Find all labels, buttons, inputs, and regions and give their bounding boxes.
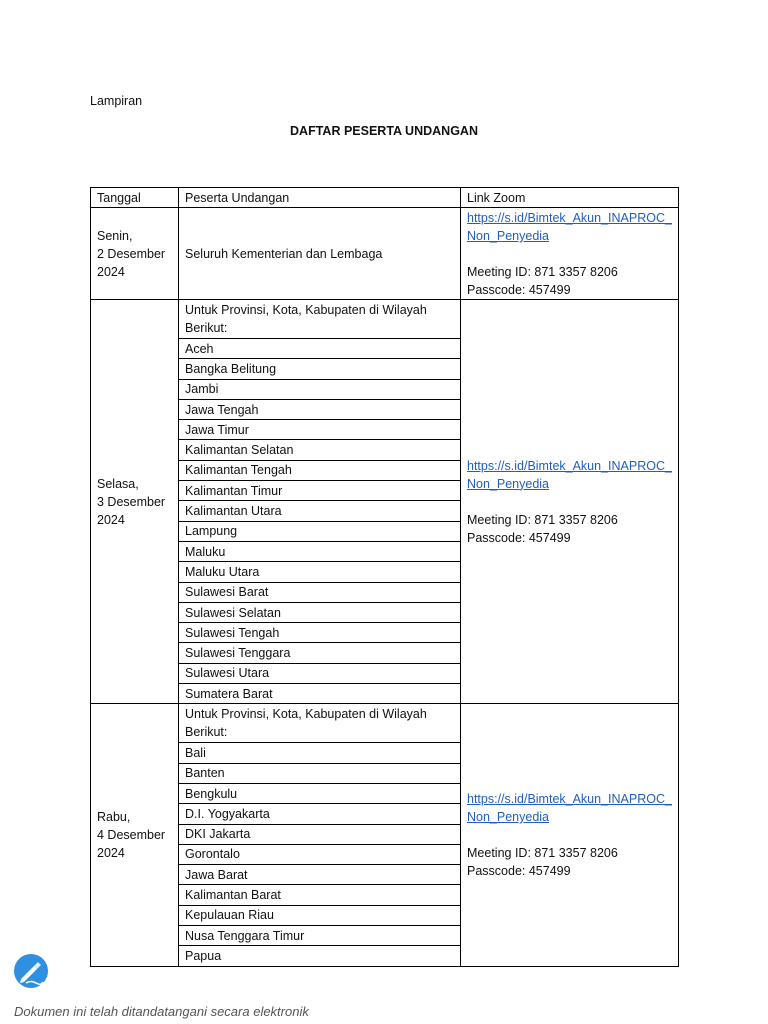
table-row bbox=[91, 208, 679, 300]
date-month: 2 Desember bbox=[97, 246, 166, 261]
zoom-link[interactable]: https://s.id/Bimtek_Akun_INAPROC_Non_Penyedia bbox=[467, 791, 672, 824]
list-item: Jawa Timur bbox=[179, 420, 460, 440]
list-item: Maluku bbox=[179, 541, 460, 561]
date-cell bbox=[91, 300, 179, 704]
date-year: 2024 bbox=[97, 264, 125, 279]
list-item: Kepulauan Riau bbox=[179, 905, 460, 925]
date-month: 3 Desember bbox=[97, 494, 166, 509]
date-day: Rabu, bbox=[97, 809, 131, 824]
peserta-cell: Seluruh Kementerian dan Lembaga bbox=[179, 208, 461, 300]
zoom-link[interactable]: https://s.id/Bimtek_Akun_INAPROC_Non_Penyedia bbox=[467, 458, 672, 491]
list-item: Sulawesi Barat bbox=[179, 582, 460, 602]
date-cell bbox=[91, 208, 179, 300]
list-intro: Untuk Provinsi, Kota, Kabupaten di Wilayah Berikut: bbox=[179, 300, 460, 339]
meeting-id: Meeting ID: 871 3357 8206 bbox=[467, 265, 618, 279]
date-day: Selasa, bbox=[97, 476, 139, 491]
peserta-cell bbox=[179, 300, 461, 704]
list-item: Kalimantan Barat bbox=[179, 885, 460, 905]
list-item: Sulawesi Selatan bbox=[179, 602, 460, 622]
header-link-zoom: Link Zoom bbox=[461, 188, 679, 208]
date-year: 2024 bbox=[97, 512, 125, 527]
zoom-link[interactable]: https://s.id/Bimtek_Akun_INAPROC_Non_Penyedia bbox=[467, 211, 672, 243]
list-item: DKI Jakarta bbox=[179, 824, 460, 844]
zoom-cell bbox=[461, 704, 679, 966]
list-item: Gorontalo bbox=[179, 844, 460, 864]
list-item: Jambi bbox=[179, 379, 460, 399]
list-item: Kalimantan Selatan bbox=[179, 440, 460, 460]
passcode: Passcode: 457499 bbox=[467, 863, 571, 878]
list-item: Papua bbox=[185, 948, 222, 963]
table-row bbox=[91, 300, 679, 704]
meeting-id: Meeting ID: 871 3357 8206 bbox=[467, 845, 618, 860]
list-item: Banten bbox=[179, 763, 460, 783]
document-title: DAFTAR PESERTA UNDANGAN bbox=[290, 124, 478, 138]
peserta-cell bbox=[179, 704, 461, 966]
list-item: Lampung bbox=[179, 521, 460, 541]
list-item: Sumatera Barat bbox=[185, 686, 273, 701]
participants-table bbox=[90, 187, 679, 967]
list-item: Aceh bbox=[179, 339, 460, 359]
list-item: Kalimantan Utara bbox=[179, 501, 460, 521]
table-header-row bbox=[91, 188, 679, 208]
list-item: Sulawesi Tenggara bbox=[179, 643, 460, 663]
list-item: Maluku Utara bbox=[179, 562, 460, 582]
list-item: D.I. Yogyakarta bbox=[179, 804, 460, 824]
passcode: Passcode: 457499 bbox=[467, 530, 571, 545]
signature-notice: Dokumen ini telah ditandatangani secara elektronik bbox=[14, 1004, 309, 1019]
list-item: Sulawesi Utara bbox=[179, 663, 460, 683]
zoom-cell bbox=[461, 208, 679, 300]
meeting-id: Meeting ID: 871 3357 8206 bbox=[467, 512, 618, 527]
list-item: Bali bbox=[179, 743, 460, 763]
zoom-cell bbox=[461, 300, 679, 704]
date-cell bbox=[91, 704, 179, 966]
list-item: Nusa Tenggara Timur bbox=[179, 926, 460, 946]
lampiran-label: Lampiran bbox=[90, 94, 143, 108]
list-item: Kalimantan Tengah bbox=[179, 460, 460, 480]
list-intro: Untuk Provinsi, Kota, Kabupaten di Wilayah Berikut: bbox=[179, 704, 460, 743]
pen-signature-icon bbox=[12, 952, 50, 990]
passcode: Passcode: 457499 bbox=[467, 283, 571, 297]
date-day: Senin, bbox=[97, 228, 133, 243]
region-list bbox=[179, 300, 460, 703]
list-item: Sulawesi Tengah bbox=[179, 623, 460, 643]
date-month: 4 Desember bbox=[97, 827, 166, 842]
list-item: Jawa Barat bbox=[179, 865, 460, 885]
list-item: Kalimantan Timur bbox=[179, 481, 460, 501]
list-item: Bangka Belitung bbox=[179, 359, 460, 379]
header-peserta: Peserta Undangan bbox=[179, 188, 461, 208]
header-tanggal: Tanggal bbox=[91, 188, 179, 208]
date-year: 2024 bbox=[97, 845, 125, 860]
table-row bbox=[91, 704, 679, 966]
region-list bbox=[179, 704, 460, 965]
list-item: Jawa Tengah bbox=[179, 399, 460, 419]
list-item: Bengkulu bbox=[179, 783, 460, 803]
